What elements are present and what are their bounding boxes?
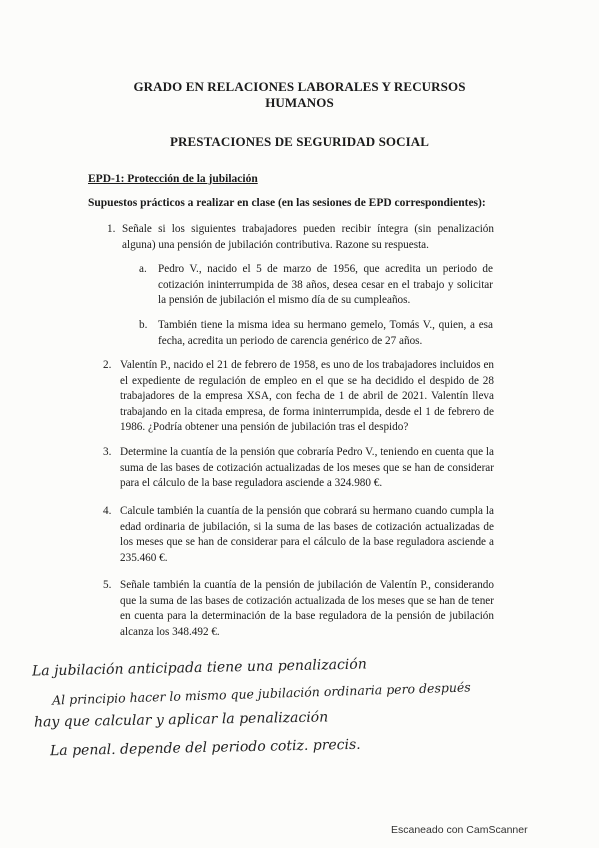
question-4-text: Calcule también la cuantía de la pensión que cobrará su hermano cuando cumpla la edad ordinaria de jubilación, si la suma de las bases de cotización actualizadas de los meses que se han de considerar para el cálculo de la base reguladora asciende a 235.460 €. <box>120 505 494 564</box>
question-1b-text: También tiene la misma idea su hermano gemelo, Tomás V., quien, a esa fecha, acredita un periodo de carencia genérico de 27 años. <box>158 319 493 347</box>
question-1a-label: a. <box>139 263 147 275</box>
question-3-number: 3. <box>103 446 112 458</box>
degree-title-line2: HUMANOS <box>265 95 334 110</box>
intro-text: Supuestos prácticos a realizar en clase (en las sesiones de EPD correspondientes): <box>88 197 486 209</box>
section-title: EPD-1: Protección de la jubilación <box>88 173 258 185</box>
subject-title: PRESTACIONES DE SEGURIDAD SOCIAL <box>169 134 430 149</box>
question-5-number: 5. <box>103 579 112 591</box>
degree-title-line1: GRADO EN RELACIONES LABORALES Y RECURSOS <box>133 79 466 94</box>
question-5-text: Señale también la cuantía de la pensión de jubilación de Valentín P., considerando que la suma de las bases de cotización actualizada de los meses que se han de tener en cuenta para la determinación de la base reguladora de la pensión de jubilación alcanza los 348.492 €. <box>120 579 494 638</box>
question-1-text: Señale si los siguientes trabajadores pueden recibir íntegra (sin penalización alguna) una pensión de jubilación contributiva. Razone su respuesta. <box>122 223 494 251</box>
question-2-text: Valentín P., nacido el 21 de febrero de 1958, es uno de los trabajadores incluidos en el expediente de regulación de empleo en el que se ha decidido el despido de 28 trabajadores de la empresa XSA, con fecha de 1 de abril de 2021. Valentín lleva trabajando en la citada empresa, de forma ininterrumpida, desde el 1 de febrero de 1986. ¿Podría obtener una pensión de jubilación tras el despido? <box>120 359 494 434</box>
handwritten-note-1: La jubilación anticipada tiene una penalización <box>31 656 367 680</box>
question-4-number: 4. <box>103 505 112 517</box>
scanner-watermark: Escaneado con CamScanner <box>391 824 528 836</box>
handwritten-note-2: Al principio hacer lo mismo que jubilación ordinaria pero después <box>51 679 471 708</box>
handwritten-note-4: La penal. depende del periodo cotiz. precis. <box>49 736 361 760</box>
question-1b-label: b. <box>139 319 148 331</box>
question-1-number: 1. <box>107 223 116 235</box>
handwritten-note-3: hay que calcular y aplicar la penalización <box>33 709 329 731</box>
question-3-text: Determine la cuantía de la pensión que cobraría Pedro V., teniendo en cuenta que la suma de las bases de cotización actualizadas de los meses que se han de considerar para el cálculo de la base reguladora asciende a 324.980 €. <box>120 446 494 490</box>
question-2-number: 2. <box>103 359 112 371</box>
question-1a-text: Pedro V., nacido el 5 de marzo de 1956, que acredita un periodo de cotización ininterrumpida de 38 años, desea cesar en el trabajo y solicitar la pensión de jubilación el mismo día de su cumpleaños. <box>158 263 493 307</box>
